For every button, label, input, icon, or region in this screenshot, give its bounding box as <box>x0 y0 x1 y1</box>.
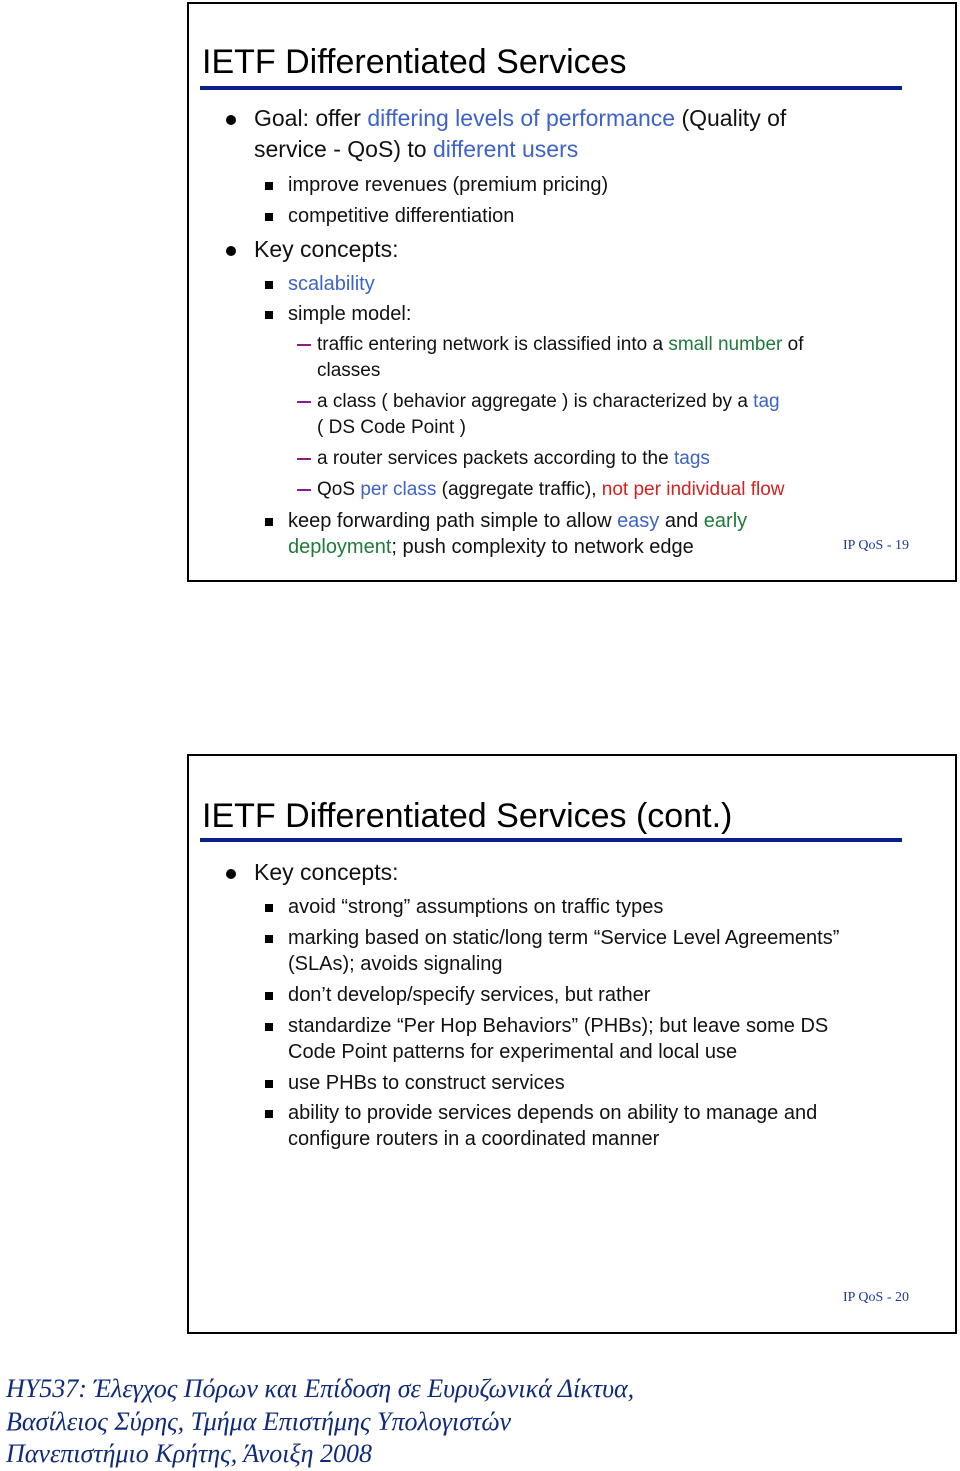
key-concepts-heading: Key concepts: <box>254 236 399 262</box>
course-footer-line-2: Βασίλειος Σύρης, Τμήμα Επιστήμης Υπολογιστών <box>6 1407 512 1436</box>
list-item: avoid “strong” assumptions on traffic types <box>288 896 664 918</box>
sub-item-competitive: competitive differentiation <box>288 205 515 227</box>
slide-page-number: IP QoS - 19 <box>843 538 909 553</box>
slide-title: IETF Differentiated Services (cont.) <box>202 797 733 835</box>
course-footer-line-3: Πανεπιστήμιο Κρήτης, Άνοιξη 2008 <box>6 1439 373 1468</box>
bullet-dot-icon <box>226 115 236 125</box>
bullet-square-icon <box>265 518 273 526</box>
keep-line-2: deployment; push complexity to network edge <box>288 536 694 558</box>
key-concepts-heading: Key concepts: <box>254 859 399 885</box>
bullet-dot-icon <box>226 246 236 256</box>
class-line: a class ( behavior aggregate ) is characterized by a tag <box>317 391 780 412</box>
traffic-line-2: classes <box>317 360 381 381</box>
traffic-line: traffic entering network is classified into a small number of <box>317 334 804 355</box>
bullet-square-icon <box>265 1023 273 1031</box>
bullet-dot-icon <box>226 869 236 879</box>
slide-page-number: IP QoS - 20 <box>843 1290 909 1305</box>
slide-20 <box>187 754 957 1334</box>
course-footer-line-1: HY537: Έλεγχος Πόρων και Επίδοση σε Ευρυζωνικά Δίκτυα, <box>6 1374 635 1403</box>
title-underline <box>200 838 902 842</box>
sub-item-simple-model: simple model: <box>288 303 412 325</box>
sub-item-revenue: improve revenues (premium pricing) <box>288 174 609 196</box>
bullet-square-icon <box>265 213 273 221</box>
qos-line: QoS per class (aggregate traffic), not per individual flow <box>317 479 785 500</box>
bullet-square-icon <box>265 904 273 912</box>
bullet-square-icon <box>265 281 273 289</box>
list-item-continuation: (SLAs); avoids signaling <box>288 953 503 975</box>
bullet-dash-icon <box>297 489 311 491</box>
bullet-dash-icon <box>297 458 311 460</box>
bullet-square-icon <box>265 1080 273 1088</box>
slide-title: IETF Differentiated Services <box>202 43 627 81</box>
list-item: standardize “Per Hop Behaviors” (PHBs); but leave some DS <box>288 1015 829 1037</box>
list-item: marking based on static/long term “Service Level Agreements” <box>288 927 840 949</box>
list-item: ability to provide services depends on ability to manage and <box>288 1102 818 1124</box>
router-line: a router services packets according to the tags <box>317 448 710 469</box>
bullet-square-icon <box>265 182 273 190</box>
class-line-2: ( DS Code Point ) <box>317 417 466 438</box>
bullet-square-icon <box>265 311 273 319</box>
list-item-continuation: configure routers in a coordinated manner <box>288 1128 660 1150</box>
bullet-square-icon <box>265 992 273 1000</box>
bullet-dash-icon <box>297 344 311 346</box>
bullet-dash-icon <box>297 401 311 403</box>
bullet-square-icon <box>265 1110 273 1118</box>
goal-line-2: service - QoS) to different users <box>254 136 579 162</box>
bullet-square-icon <box>265 935 273 943</box>
keep-line: keep forwarding path simple to allow easy and early <box>288 510 748 532</box>
title-underline <box>200 86 902 90</box>
list-item: use PHBs to construct services <box>288 1072 565 1094</box>
list-item-continuation: Code Point patterns for experimental and local use <box>288 1041 738 1063</box>
goal-line: Goal: offer differing levels of performance (Quality of <box>254 105 787 131</box>
slide-19 <box>187 2 957 582</box>
sub-item-scalability: scalability <box>288 273 375 295</box>
list-item: don’t develop/specify services, but rather <box>288 984 651 1006</box>
